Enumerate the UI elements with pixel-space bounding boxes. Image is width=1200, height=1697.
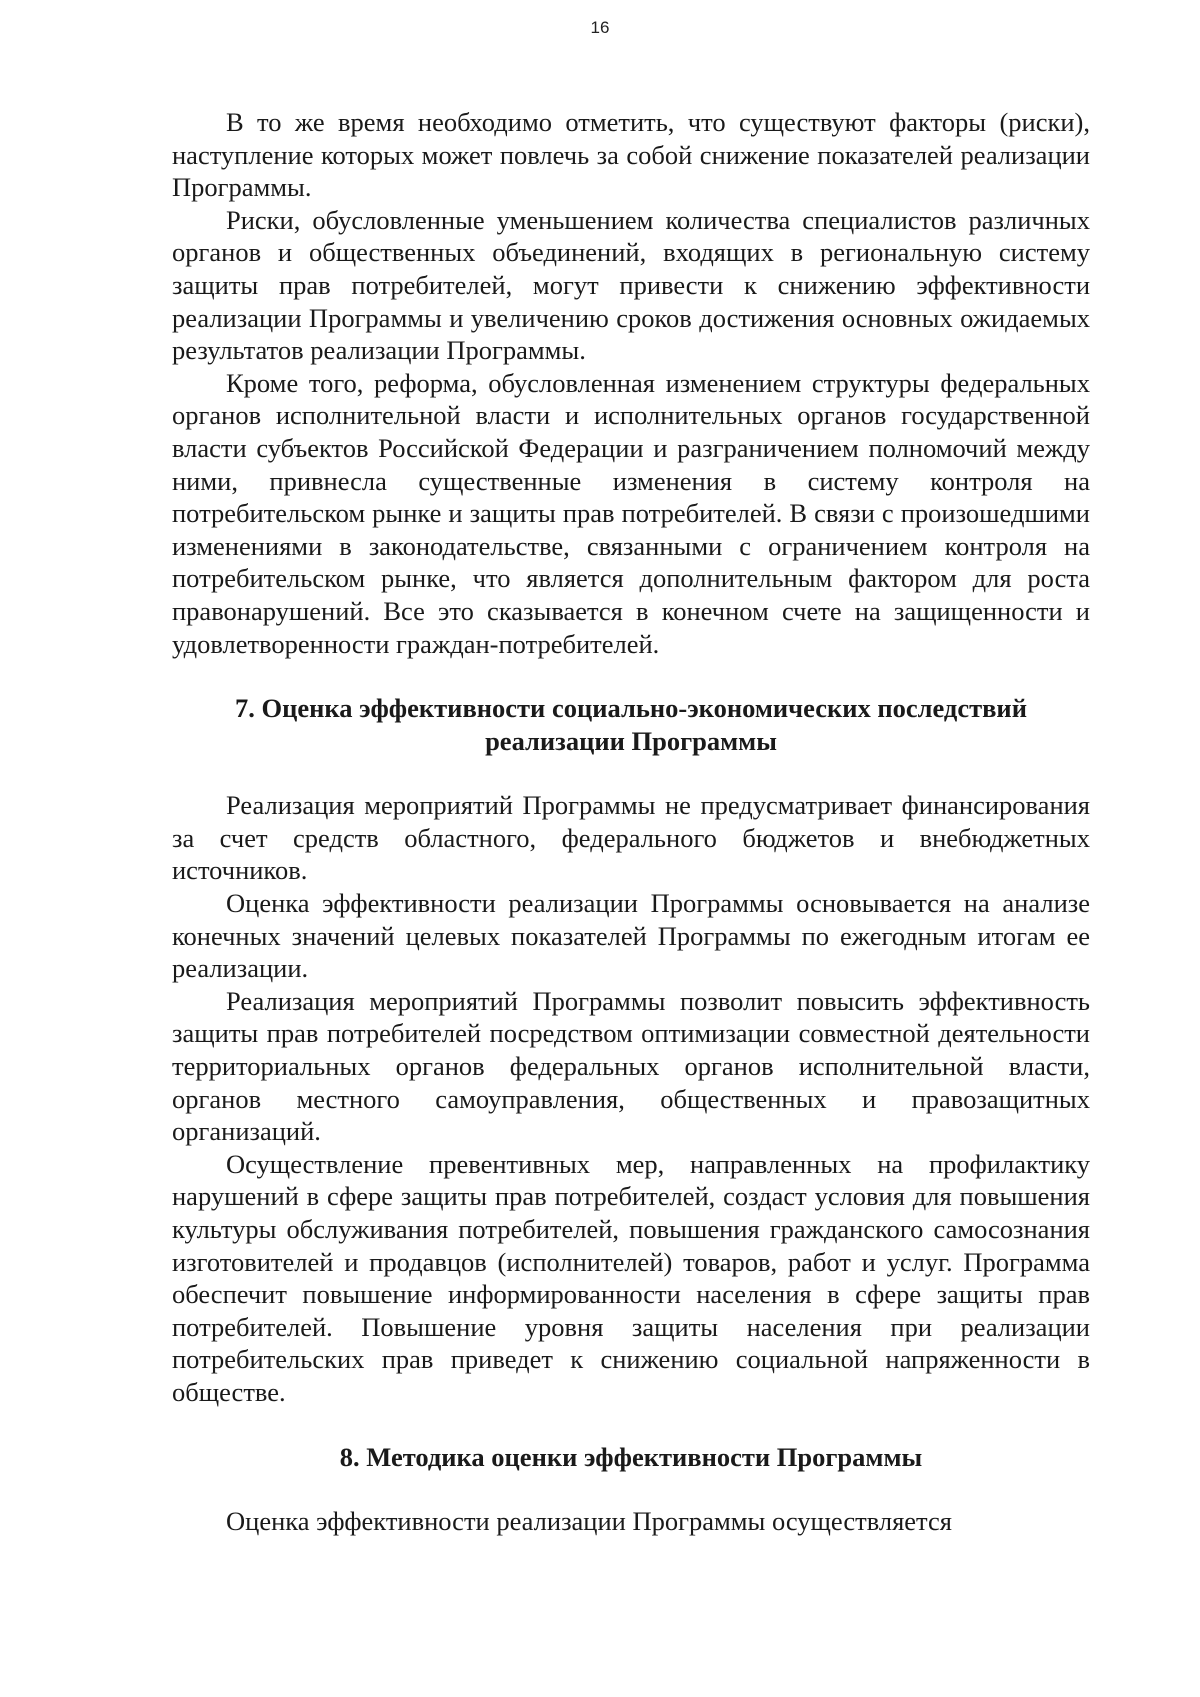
- paragraph-preventive-measures: Осуществление превентивных мер, направленных на профилактику нарушений в сфере защиты прав потребителей, создаст условия для повышения культуры обслуживания потребителей, повышения гражданского самосознания изготовителей и продавцов (исполнителей) товаров, работ и услуг. Программа обеспечит повышение информированности населения в сфере защиты прав потребителей. Повышение уровня защиты населения при реализации потребительских прав приведет к снижению социальной напряженности в обществе.: [172, 1148, 1090, 1407]
- document-body: [172, 106, 1090, 1538]
- paragraph-risks-intro: В то же время необходимо отметить, что существуют факторы (риски), наступление которых может повлечь за собой снижение показателей реализации Программы.: [172, 107, 1090, 203]
- paragraph-risks-reform: Кроме того, реформа, обусловленная изменением структуры федеральных органов исполнительной власти и исполнительных органов государственной власти субъектов Российской Федерации и разграничением полномочий между ними, привнесла существенные изменения в систему контроля на потребительском рынке и защиты прав потребителей. В связи с произошедшими изменениями в законодательстве, связанными с ограничением контроля на потребительском рынке, что является дополнительным фактором для роста правонарушений. Все это сказывается в конечном счете на защищенности и удовлетворенности граждан-потребителей.: [172, 367, 1090, 659]
- section-8-heading: 8. Методика оценки эффективности Программы: [339, 1441, 923, 1472]
- paragraph-evaluation-basis: Оценка эффективности реализации Программы основывается на анализе конечных значений целевых показателей Программы по ежегодным итогам ее реализации.: [172, 888, 1090, 984]
- paragraph-financing: Реализация мероприятий Программы не предусматривает финансирования за счет средств областного, федерального бюджетов и внебюджетных источников.: [172, 790, 1090, 886]
- section-7-heading: 7. Оценка эффективности социально-экономических последствий реализации Программы: [235, 693, 1027, 756]
- page-number: 16: [590, 18, 610, 37]
- paragraph-methodology-start: Оценка эффективности реализации Программы осуществляется: [226, 1506, 952, 1537]
- paragraph-risks-specialists: Риски, обусловленные уменьшением количества специалистов различных органов и общественных объединений, входящих в региональную систему защиты прав потребителей, могут привести к снижению эффективности реализации Программы и увеличению сроков достижения основных ожидаемых результатов реализации Программы.: [172, 204, 1090, 366]
- paragraph-implementation-effect: Реализация мероприятий Программы позволит повысить эффективность защиты прав потребителей посредством оптимизации совместной деятельности территориальных органов федеральных органов исполнительной власти, органов местного самоуправления, общественных и правозащитных организаций.: [172, 985, 1090, 1147]
